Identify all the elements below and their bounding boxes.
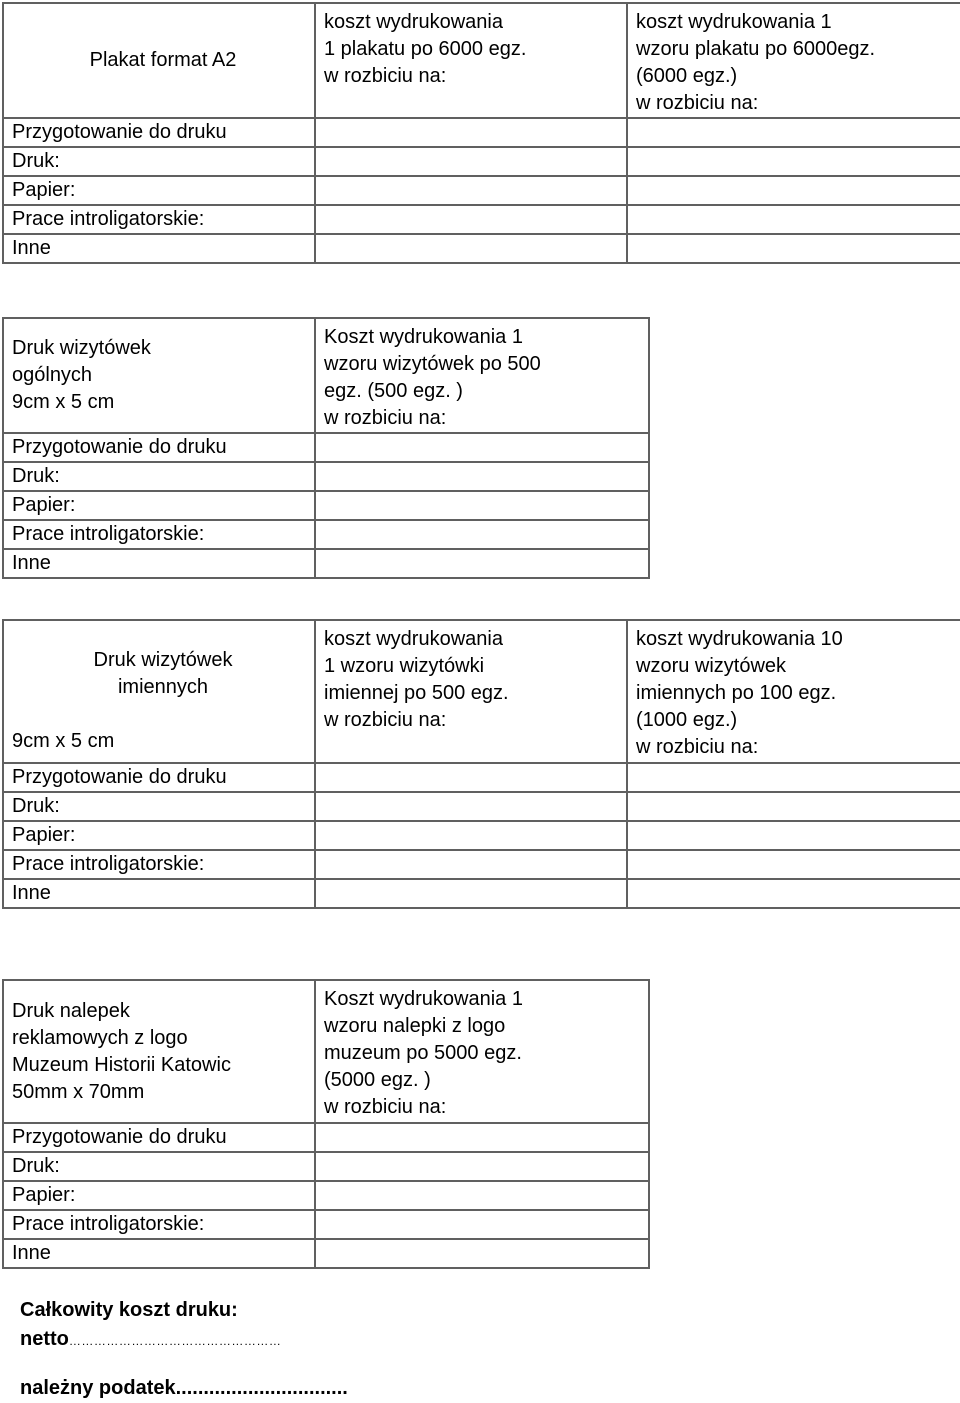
- row-label-druk: Druk:: [3, 147, 315, 176]
- row-label-inne: Inne: [3, 879, 315, 908]
- value-cell[interactable]: [315, 763, 627, 792]
- stickers-cost: Koszt wydrukowania 1 wzoru nalepki z logo muzeum po 5000 egz. (5000 egz. ) w rozbiciu na:: [315, 980, 649, 1123]
- row-label-papier: Papier:: [3, 821, 315, 850]
- row-label-prace: Prace introligatorskie:: [3, 1210, 315, 1239]
- value-cell[interactable]: [315, 850, 627, 879]
- stickers-title: Druk nalepek reklamowych z logo Muzeum Historii Katowic 50mm x 70mm: [3, 980, 315, 1123]
- stickers-table: [2, 979, 650, 1269]
- value-cell[interactable]: [627, 118, 960, 147]
- value-cell[interactable]: [315, 205, 627, 234]
- netto-line[interactable]: [20, 1325, 348, 1356]
- poster-table: [2, 2, 960, 264]
- poster-cost-design: koszt wydrukowania 1 wzoru plakatu po 6000egz. (6000 egz.) w rozbiciu na:: [627, 3, 960, 118]
- value-cell[interactable]: [315, 792, 627, 821]
- tax-line[interactable]: należny podatek...............................: [20, 1377, 348, 1399]
- value-cell[interactable]: [315, 1181, 649, 1210]
- value-cell[interactable]: [315, 1210, 649, 1239]
- total-cost-label: Całkowity koszt druku:: [20, 1299, 238, 1321]
- row-label-inne: Inne: [3, 1239, 315, 1268]
- poster-cost-single: koszt wydrukowania 1 plakatu po 6000 egz. w rozbiciu na:: [315, 3, 627, 118]
- personal-cards-cost-design: koszt wydrukowania 10 wzoru wizytówek imiennych po 100 egz. (1000 egz.) w rozbiciu na:: [627, 620, 960, 763]
- value-cell[interactable]: [315, 433, 649, 462]
- value-cell[interactable]: [315, 1123, 649, 1152]
- value-cell[interactable]: [315, 520, 649, 549]
- poster-title: Plakat format A2: [3, 3, 315, 118]
- row-label-prace: Prace introligatorskie:: [3, 850, 315, 879]
- value-cell[interactable]: [627, 821, 960, 850]
- value-cell[interactable]: [627, 763, 960, 792]
- row-label-inne: Inne: [3, 549, 315, 578]
- row-label-druk: Druk:: [3, 1152, 315, 1181]
- general-cards-title: Druk wizytówek ogólnych 9cm x 5 cm: [3, 318, 315, 433]
- value-cell[interactable]: [315, 1152, 649, 1181]
- netto-dots: ……………………………………………: [68, 1334, 282, 1348]
- row-label-papier: Papier:: [3, 1181, 315, 1210]
- value-cell[interactable]: [315, 176, 627, 205]
- value-cell[interactable]: [627, 176, 960, 205]
- value-cell[interactable]: [315, 234, 627, 263]
- row-label-prep: Przygotowanie do druku: [3, 433, 315, 462]
- value-cell[interactable]: [627, 205, 960, 234]
- row-label-druk: Druk:: [3, 462, 315, 491]
- row-label-prep: Przygotowanie do druku: [3, 763, 315, 792]
- value-cell[interactable]: [315, 821, 627, 850]
- value-cell[interactable]: [315, 549, 649, 578]
- row-label-druk: Druk:: [3, 792, 315, 821]
- total-cost-summary: [20, 1296, 348, 1403]
- personal-cards-cost-single: koszt wydrukowania 1 wzoru wizytówki imiennej po 500 egz. w rozbiciu na:: [315, 620, 627, 763]
- general-cards-cost: Koszt wydrukowania 1 wzoru wizytówek po 500 egz. (500 egz. ) w rozbiciu na:: [315, 318, 649, 433]
- row-label-papier: Papier:: [3, 176, 315, 205]
- personal-cards-table: [2, 619, 960, 909]
- netto-label: netto: [20, 1328, 69, 1350]
- personal-cards-title: Druk wizytówek imiennych 9cm x 5 cm: [3, 620, 315, 763]
- value-cell[interactable]: [627, 879, 960, 908]
- value-cell[interactable]: [315, 491, 649, 520]
- value-cell[interactable]: [627, 792, 960, 821]
- value-cell[interactable]: [627, 234, 960, 263]
- general-cards-table: [2, 317, 650, 579]
- value-cell[interactable]: [315, 118, 627, 147]
- value-cell[interactable]: [627, 850, 960, 879]
- value-cell[interactable]: [315, 1239, 649, 1268]
- row-label-prep: Przygotowanie do druku: [3, 118, 315, 147]
- row-label-prace: Prace introligatorskie:: [3, 520, 315, 549]
- value-cell[interactable]: [315, 147, 627, 176]
- value-cell[interactable]: [315, 462, 649, 491]
- row-label-prep: Przygotowanie do druku: [3, 1123, 315, 1152]
- value-cell[interactable]: [315, 879, 627, 908]
- row-label-papier: Papier:: [3, 491, 315, 520]
- value-cell[interactable]: [627, 147, 960, 176]
- row-label-prace: Prace introligatorskie:: [3, 205, 315, 234]
- row-label-inne: Inne: [3, 234, 315, 263]
